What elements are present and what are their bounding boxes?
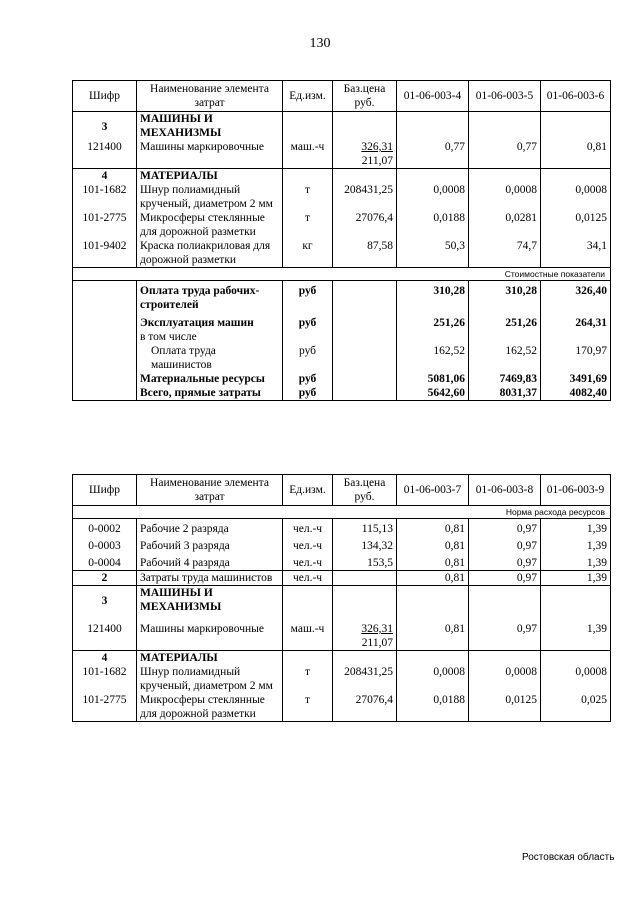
row-value-3: 0,0008 xyxy=(541,183,611,211)
total-row xyxy=(73,372,611,386)
row-code: 0-0004 xyxy=(73,553,137,571)
footer-region: Ростовская область xyxy=(522,852,615,863)
row-name: Машины маркировочные xyxy=(137,140,283,169)
total-row xyxy=(73,281,611,313)
table-row xyxy=(73,536,611,553)
row-code: 101-2775 xyxy=(73,211,137,239)
header-col-1: 01-06-003-4 xyxy=(397,81,469,112)
table-row xyxy=(73,519,611,537)
header-code: Шифр xyxy=(73,475,137,506)
price-upper: 326,31 xyxy=(361,623,393,635)
total-value-2: 251,26 xyxy=(469,312,541,344)
total-sub-text: в том числе xyxy=(140,331,197,343)
total-value-2: 7469,83 xyxy=(469,372,541,386)
price-upper: 326,31 xyxy=(361,141,393,153)
row-value-2: 0,0008 xyxy=(469,665,541,693)
row-price: 115,13 xyxy=(333,519,397,537)
row-code: 121400 xyxy=(73,140,137,169)
row-unit: чел.-ч xyxy=(283,536,333,553)
total-name: Материальные ресурсы xyxy=(137,372,283,386)
section-code: 4 xyxy=(73,651,137,666)
row-name: Машины маркировочные xyxy=(137,614,283,651)
section-code: 3 xyxy=(73,586,137,615)
total-value-3: 3491,69 xyxy=(541,372,611,386)
row-code: 101-9402 xyxy=(73,239,137,268)
note-row xyxy=(73,268,611,281)
header-code: Шифр xyxy=(73,81,137,112)
row-unit: кг xyxy=(283,239,333,268)
total-value-2: 162,52 xyxy=(469,344,541,372)
row-value-2: 0,77 xyxy=(469,140,541,169)
row-value-1: 0,81 xyxy=(397,553,469,571)
row-code: 121400 xyxy=(73,614,137,651)
table-row xyxy=(73,211,611,239)
row-value-3: 0,0125 xyxy=(541,211,611,239)
row-price: 208431,25 xyxy=(333,665,397,693)
row-name: Рабочие 2 разряда xyxy=(137,519,283,537)
total-value-2: 310,28 xyxy=(469,281,541,313)
header-col-1: 01-06-003-7 xyxy=(397,475,469,506)
section-title: МАТЕРИАЛЫ xyxy=(137,169,283,184)
row-value-2: 0,0125 xyxy=(469,693,541,722)
row-value-2: 0,97 xyxy=(469,553,541,571)
consumption-norm-note: Норма расхода ресурсов xyxy=(73,506,611,519)
resource-table-2 xyxy=(72,474,611,722)
total-value-3: 4082,40 xyxy=(541,386,611,401)
row-name: Рабочий 3 разряда xyxy=(137,536,283,553)
table-row xyxy=(73,239,611,268)
row-value-2: 0,97 xyxy=(469,571,541,586)
row-price xyxy=(333,140,397,169)
total-value-1: 5642,60 xyxy=(397,386,469,401)
row-value-1: 0,0008 xyxy=(397,183,469,211)
row-value-2: 0,0008 xyxy=(469,183,541,211)
row-name: Затраты труда машинистов xyxy=(137,571,283,586)
row-unit: т xyxy=(283,665,333,693)
row-name: Микросферы стеклянные для дорожной разметки xyxy=(137,693,283,722)
row-value-1: 0,77 xyxy=(397,140,469,169)
total-value-3: 326,40 xyxy=(541,281,611,313)
row-value-2: 0,97 xyxy=(469,519,541,537)
row-value-1: 0,81 xyxy=(397,571,469,586)
row-code: 101-2775 xyxy=(73,693,137,722)
row-value-3: 0,81 xyxy=(541,140,611,169)
row-unit: чел.-ч xyxy=(283,519,333,537)
row-price: 153,5 xyxy=(333,553,397,571)
header-col-3: 01-06-003-6 xyxy=(541,81,611,112)
total-name: Оплата труда машинистов xyxy=(137,344,283,372)
row-value-3: 0,0008 xyxy=(541,665,611,693)
row-unit: т xyxy=(283,183,333,211)
total-value-1: 162,52 xyxy=(397,344,469,372)
row-value-1: 0,81 xyxy=(397,519,469,537)
table-row xyxy=(73,614,611,651)
total-name: Оплата труда рабочих-строителей xyxy=(137,281,283,313)
row-value-1: 50,3 xyxy=(397,239,469,268)
row-value-3: 1,39 xyxy=(541,571,611,586)
row-price: 27076,4 xyxy=(333,693,397,722)
row-code: 101-1682 xyxy=(73,183,137,211)
table-row xyxy=(73,553,611,571)
total-row xyxy=(73,344,611,372)
total-row xyxy=(73,312,611,344)
table-row xyxy=(73,183,611,211)
row-name: Шнур полиамидный крученый, диаметром 2 мм xyxy=(137,665,283,693)
total-unit: руб xyxy=(283,372,333,386)
section-title: МАШИНЫ И МЕХАНИЗМЫ xyxy=(137,586,283,615)
row-value-3: 34,1 xyxy=(541,239,611,268)
table-row xyxy=(73,693,611,722)
row-unit: т xyxy=(283,693,333,722)
header-unit: Ед.изм. xyxy=(283,475,333,506)
section-code: 3 xyxy=(73,112,137,141)
row-price: 134,32 xyxy=(333,536,397,553)
row-value-1: 0,81 xyxy=(397,614,469,651)
total-value-1: 251,26 xyxy=(397,312,469,344)
row-unit: чел.-ч xyxy=(283,553,333,571)
table-row xyxy=(73,140,611,169)
row-price: 27076,4 xyxy=(333,211,397,239)
table-header-row xyxy=(73,81,611,112)
total-name xyxy=(137,312,283,344)
row-value-1: 0,81 xyxy=(397,536,469,553)
row-price xyxy=(333,614,397,651)
row-unit: маш.-ч xyxy=(283,614,333,651)
table-header-row xyxy=(73,475,611,506)
total-name: Всего, прямые затраты xyxy=(137,386,283,401)
row-value-1: 0,0188 xyxy=(397,693,469,722)
total-value-2: 8031,37 xyxy=(469,386,541,401)
total-unit: руб xyxy=(283,312,333,344)
section-title: МАТЕРИАЛЫ xyxy=(137,651,283,666)
note-row xyxy=(73,506,611,519)
section-title: МАШИНЫ И МЕХАНИЗМЫ xyxy=(137,112,283,141)
row-value-1: 0,0188 xyxy=(397,211,469,239)
header-col-3: 01-06-003-9 xyxy=(541,475,611,506)
row-price: 87,58 xyxy=(333,239,397,268)
header-col-2: 01-06-003-8 xyxy=(469,475,541,506)
row-code: 2 xyxy=(73,571,137,586)
row-code: 101-1682 xyxy=(73,665,137,693)
row-code: 0-0003 xyxy=(73,536,137,553)
total-unit: руб xyxy=(283,386,333,401)
page-number: 130 xyxy=(309,36,331,51)
total-name-text: Эксплуатация машин xyxy=(140,317,254,329)
operators-row xyxy=(73,571,611,586)
section-row-machines xyxy=(73,586,611,615)
row-unit: маш.-ч xyxy=(283,140,333,169)
header-col-2: 01-06-003-5 xyxy=(469,81,541,112)
row-name: Рабочий 4 разряда xyxy=(137,553,283,571)
row-name: Шнур полиамидный крученый, диаметром 2 мм xyxy=(137,183,283,211)
row-value-2: 0,97 xyxy=(469,536,541,553)
cost-indicators-note: Стоимостные показатели xyxy=(73,268,611,281)
row-value-3: 1,39 xyxy=(541,519,611,537)
total-unit: руб xyxy=(283,344,333,372)
total-unit: руб xyxy=(283,281,333,313)
row-value-3: 0,025 xyxy=(541,693,611,722)
price-lower: 211,07 xyxy=(361,155,393,167)
row-value-2: 0,0281 xyxy=(469,211,541,239)
row-value-3: 1,39 xyxy=(541,536,611,553)
table-row xyxy=(73,665,611,693)
row-name: Краска полиакриловая для дорожной разметки xyxy=(137,239,283,268)
section-code: 4 xyxy=(73,169,137,184)
section-row-materials xyxy=(73,651,611,666)
row-code: 0-0002 xyxy=(73,519,137,537)
total-value-3: 264,31 xyxy=(541,312,611,344)
row-unit: т xyxy=(283,211,333,239)
header-name: Наименование элемента затрат xyxy=(137,81,283,112)
resource-table-1 xyxy=(72,80,611,401)
total-value-1: 5081,06 xyxy=(397,372,469,386)
total-row xyxy=(73,386,611,401)
row-value-2: 74,7 xyxy=(469,239,541,268)
header-unit: Ед.изм. xyxy=(283,81,333,112)
row-value-1: 0,0008 xyxy=(397,665,469,693)
price-lower: 211,07 xyxy=(361,637,393,649)
row-value-3: 1,39 xyxy=(541,553,611,571)
section-row-materials xyxy=(73,169,611,184)
row-price: 208431,25 xyxy=(333,183,397,211)
row-name: Микросферы стеклянные для дорожной разметки xyxy=(137,211,283,239)
header-price: Баз.цена руб. xyxy=(333,475,397,506)
row-value-3: 1,39 xyxy=(541,614,611,651)
total-value-3: 170,97 xyxy=(541,344,611,372)
row-value-2: 0,97 xyxy=(469,614,541,651)
total-value-1: 310,28 xyxy=(397,281,469,313)
header-name: Наименование элемента затрат xyxy=(137,475,283,506)
header-price: Баз.цена руб. xyxy=(333,81,397,112)
row-unit: чел.-ч xyxy=(283,571,333,586)
section-row-machines xyxy=(73,112,611,141)
